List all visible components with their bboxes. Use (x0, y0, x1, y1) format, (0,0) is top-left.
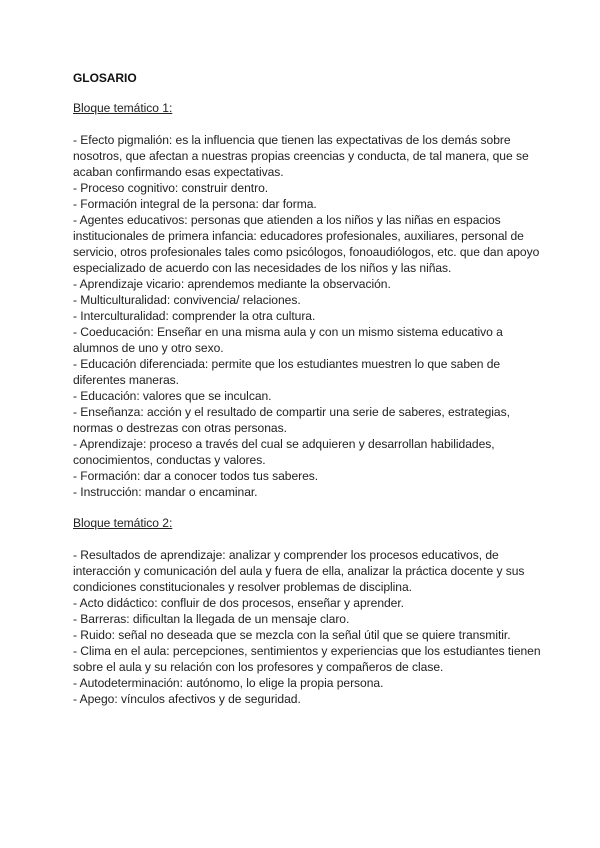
glossary-entry-efecto-pigmalion: - Efecto pigmalión: es la influencia que tienen las expectativas de los demás sobre nosotros, que afectan a nuestras propias creencias y conducta, de tal manera, que se acaban confirmando esas expectativas. (73, 133, 529, 179)
glossary-entry-educacion-diferenciada: - Educación diferenciada: permite que los estudiantes muestren lo que saben de diferentes maneras. (73, 357, 501, 387)
glossary-entry-autodeterminacion: - Autodeterminación: autónomo, lo elige la propia persona. (73, 676, 384, 690)
glossary-entry-ruido: - Ruido: señal no deseada que se mezcla con la señal útil que se quiere transmitir. (73, 628, 511, 642)
block-2 (73, 515, 543, 707)
glossary-entry-agentes-educativos: - Agentes educativos: personas que atienden a los niños y las niñas en espacios institucionales de primera infancia: educadores profesionales, auxiliares, personal de servicio, otros profesionales tales como psicólogos, fonoaudiólogos, etc. que dan apoyo especializado de acuerdo con las necesidades de los niños y las niñas. (73, 213, 540, 275)
document-title: GLOSARIO (73, 71, 137, 85)
block-1-entries (73, 132, 543, 500)
glossary-entry-aprendizaje: - Aprendizaje: proceso a través del cual se adquieren y desarrollan habilidades, conocimientos, conductas y valores. (73, 437, 495, 467)
glossary-entry-formacion: - Formación: dar a conocer todos tus saberes. (73, 469, 319, 483)
glossary-entry-coeducacion: - Coeducación: Enseñar en una misma aula y con un mismo sistema educativo a alumnos de uno y otro sexo. (73, 325, 503, 355)
glossary-entry-acto-didactico: - Acto didáctico: confluir de dos procesos, enseñar y aprender. (73, 596, 404, 610)
glossary-entry-aprendizaje-vicario: - Aprendizaje vicario: aprendemos mediante la observación. (73, 277, 391, 291)
glossary-entry-educacion: - Educación: valores que se inculcan. (73, 389, 272, 403)
glossary-entry-multiculturalidad: - Multiculturalidad: convivencia/ relaciones. (73, 293, 301, 307)
glossary-entry-proceso-cognitivo: - Proceso cognitivo: construir dentro. (73, 181, 269, 195)
glossary-entry-instruccion: - Instrucción: mandar o encaminar. (73, 485, 258, 499)
glossary-entry-clima-aula: - Clima en el aula: percepciones, sentimientos y experiencias que los estudiantes tienen sobre el aula y su relación con los profesores y compañeros de clase. (73, 644, 541, 674)
block-1-heading: Bloque temático 1: (73, 101, 173, 115)
glossary-entry-apego: - Apego: vínculos afectivos y de seguridad. (73, 692, 301, 706)
glossary-entry-interculturalidad: - Interculturalidad: comprender la otra cultura. (73, 309, 316, 323)
block-2-heading: Bloque temático 2: (73, 516, 173, 530)
document-content (73, 70, 543, 707)
glossary-entry-formacion-integral: - Formación integral de la persona: dar forma. (73, 197, 317, 211)
glossary-entry-barreras: - Barreras: dificultan la llegada de un mensaje claro. (73, 612, 350, 626)
glossary-entry-ensenanza: - Enseñanza: acción y el resultado de compartir una serie de saberes, estrategias, normas o destrezas con otras personas. (73, 405, 510, 435)
glossary-entry-resultados-aprendizaje: - Resultados de aprendizaje: analizar y comprender los procesos educativos, de interacción y comunicación del aula y fuera de ella, analizar la práctica docente y sus condiciones constitucionales y resolver problemas de disciplina. (73, 548, 525, 594)
block-1 (73, 100, 543, 500)
block-2-entries (73, 547, 543, 707)
